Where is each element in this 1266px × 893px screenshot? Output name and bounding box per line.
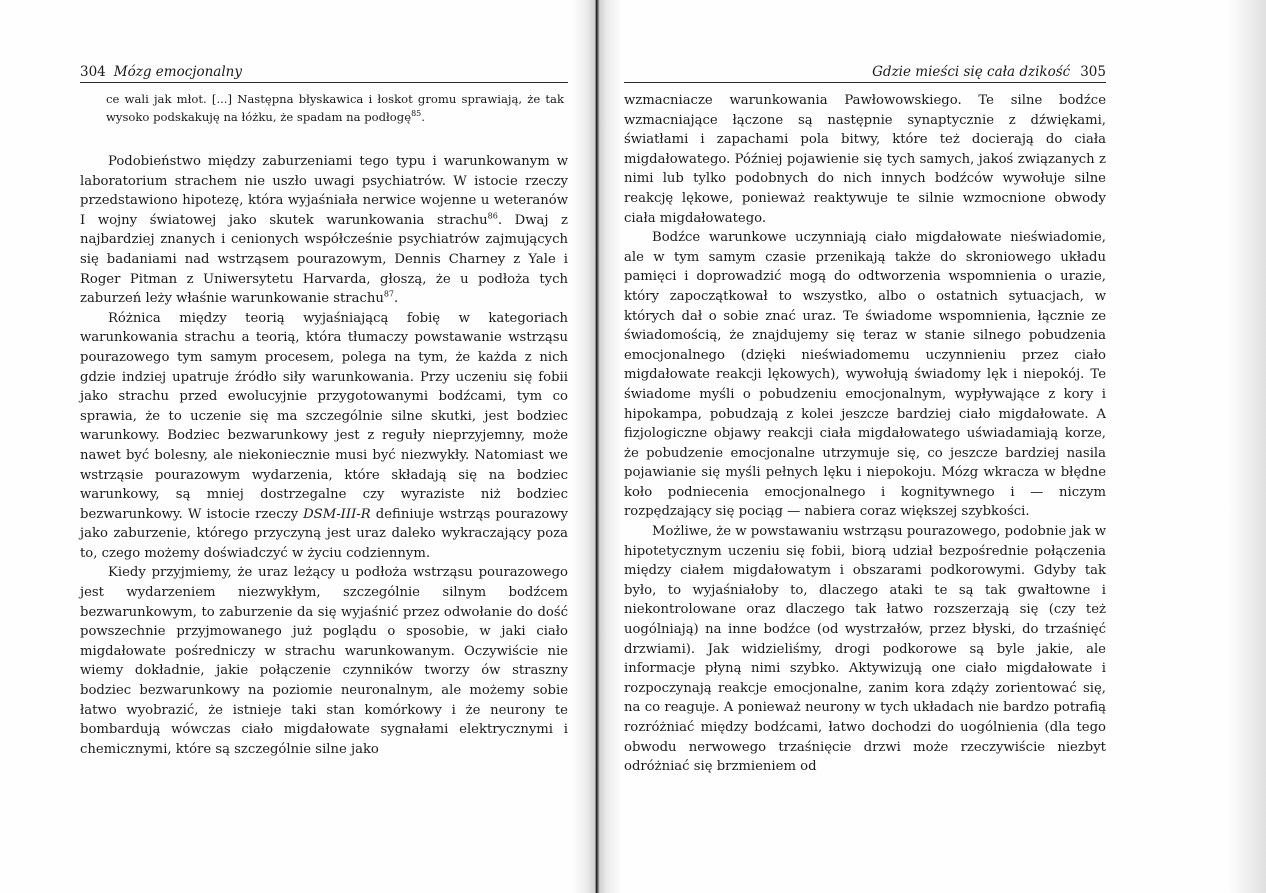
block-quote xyxy=(80,91,568,126)
footnote-ref-86: 86 xyxy=(487,211,498,221)
left-p2-text-a: Różnica między teorią wyjaśniającą fobię w kategoriach warunkowania strachu a teorią, która tłumaczy powstawanie wstrząsu pourazowego tym samym procesem, polega na tym, że każda z nich gdzie indziej upatruje źródło siły warunkowania. Przy uczeniu się fobii jako strachu przed ewolucyjnie przygotowanymi bodźcami, tym co sprawia, że to uczenie się ma szczególnie silne skutki, jest bodziec warunkowy. Bodziec bezwarunkowy jest z reguły nieprzyjemny, może nawet być bolesny, ale niekoniecznie musi być niezwykły. Natomiast we wstrząsie pourazowym wydarzenia, które składają się na bodziec warunkowy, są mniej dostrzegalne czy wyraziste niż bodziec bezwarunkowy. W istocie rzeczy xyxy=(80,310,568,522)
footnote-ref-87: 87 xyxy=(383,289,395,299)
right-page-number: 305 xyxy=(1080,64,1106,80)
left-running-title: Mózg emocjonalny xyxy=(113,64,242,80)
quote-end: . xyxy=(421,109,425,124)
right-paragraph-2: Bodźce warunkowe uczynniają ciało migdałowate nieświadomie, ale w tym samym czasie przenikają także do skroniowego układu pamięci i doprowadzić mogą do odtworzenia wspomnienia o urazie, który zapoczątkował to wszystko, albo o ostatnich sytuacjach, w których dał o sobie znać uraz. Te świadome wspomnienia, łącznie ze świadomością, że znajdujemy się teraz w stanie silnego pobudzenia emocjonalnego (dzięki nieświadomemu uczynnieniu przez ciało migdałowate reakcji lękowych), wywołują świadomy lęk i niepokój. Te świadome myśli o pobudzeniu emocjonalnym, wypływające z kory i hipokampa, pobudzają z kolei jeszcze bardziej ciało migdałowate. A fizjologiczne objawy reakcji ciała migdałowatego uświadamiają korze, że pobudzenie emocjonalne utrzymuje się, co jeszcze bardziej nasila pojawianie się myśli pełnych lęku i niepokoju. Mózg wkracza w błędne koło podniecenia emocjonalnego i kognitywnego i — niczym rozpędzający się pociąg — nabiera coraz większej szybkości. xyxy=(624,230,1106,520)
footnote-ref-85: 85 xyxy=(411,108,422,118)
left-p2-text-b: definiuje wstrząs pourazowy jako zaburzenie, którego przyczyną jest uraz daleko wykraczający poza to, czego możemy doświadczyć w życiu codziennym. xyxy=(80,506,568,561)
right-page xyxy=(624,62,1106,777)
left-p1-text-a: Podobieństwo między zaburzeniami tego typu i warunkowanym w laboratorium strachem nie uszło uwagi psychiatrów. W istocie rzeczy przedstawiono hipotezę, która wyjaśniała nerwice wojenne u weteranów I wojny światowej jako skutek warunkowania strachu xyxy=(80,154,568,228)
left-paragraph-1 xyxy=(80,152,568,309)
right-running-title: Gdzie mieści się cała dzikość xyxy=(872,64,1071,80)
right-running-head xyxy=(624,62,1106,83)
book-gutter xyxy=(572,0,622,893)
left-page xyxy=(80,62,568,759)
left-paragraph-2 xyxy=(80,309,568,564)
left-paragraph-3: Kiedy przyjmiemy, że uraz leżący u podłoża wstrząsu pourazowego jest wydarzeniem niezwykłym, szczególnie silnym bodźcem bezwarunkowym, to zaburzenie da się wyjaśnić przez odwołanie do dość powszechnie przyjmowanego już poglądu o sposobie, w jaki ciało migdałowate pośredniczy w strachu warunkowanym. Oczywiście nie wiemy dokładnie, jakie połączenie czynników tworzy ów straszny bodziec bezwarunkowy na poziomie neuronalnym, ale możemy sobie łatwo wyobrazić, że istnieje taki stan komórkowy i że neurony te bombardują wówczas ciało migdałowate sygnałami elektrycznymi i chemicznymi, które są szczególnie silne jako xyxy=(80,565,568,757)
left-p1-text-b: . Dwaj z najbardziej znanych i cenionych współcześnie psychiatrów zajmujących się badaniami nad wstrząsem pourazowym, Dennis Charney z Yale i Roger Pitman z Uniwersytetu Harvarda, głoszą, że u podłoża tych zaburzeń leży właśnie warunkowanie strachu xyxy=(80,212,569,307)
right-paragraph-1: wzmacniacze warunkowania Pawłowowskiego. Te silne bodźce wzmacniające łączone są następnie synaptycznie z dźwiękami, światłami i zapachami pola bitwy, które też docierają do ciała migdałowatego. Później pojawienie się tych samych, jakoś związanych z nimi lub tylko podobnych do nich innych bodźców wywołuje silne reakcję lękowe, ponieważ reaktywuje te silnie wzmocnione obwody ciała migdałowatego. xyxy=(624,93,1106,226)
left-running-head xyxy=(80,62,568,83)
left-page-number: 304 xyxy=(80,64,106,80)
right-paragraph-3: Możliwe, że w powstawaniu wstrząsu pourazowego, podobnie jak w hipotetycznym uczeniu się fobii, biorą udział bezpośrednie połączenia między ciałem migdałowatym i obszarami podkorowymi. Gdyby tak było, to wyjaśniałoby to, dlaczego ataki te są tak gwałtowne i niekontrolowane oraz dlaczego tak łatwo rozszerzają się (czy też uogólniają) na inne bodźce (od wystrzałów, przez błyski, do trzaśnięć drzwiami). Jak widzieliśmy, drogi podkorowe są byle jakie, ale informacje płyną nimi szybko. Aktywizują one ciało migdałowate i rozpoczynają reakcje emocjonalne, zanim kora zdąży zorientować się, na co reaguje. A ponieważ neurony w tych układach nie bardzo potrafią rozróżniać między bodźcami, łatwo dochodzi do uogólnienia (dla tego obwodu nerwowego trzaśnięcie drzwi może rzeczywiście niezbyt odróżniać się brzmieniem od xyxy=(624,524,1106,775)
page-edge-shadow xyxy=(1228,0,1266,893)
left-p1-text-c: . xyxy=(394,291,399,307)
quote-text: ce wali jak młot. [...] Następna błyskawica i łoskot gromu sprawiają, że tak wysoko podskakuję na łóżku, że spadam na podłogę xyxy=(106,92,564,124)
dsm-title: DSM-III-R xyxy=(303,506,371,522)
